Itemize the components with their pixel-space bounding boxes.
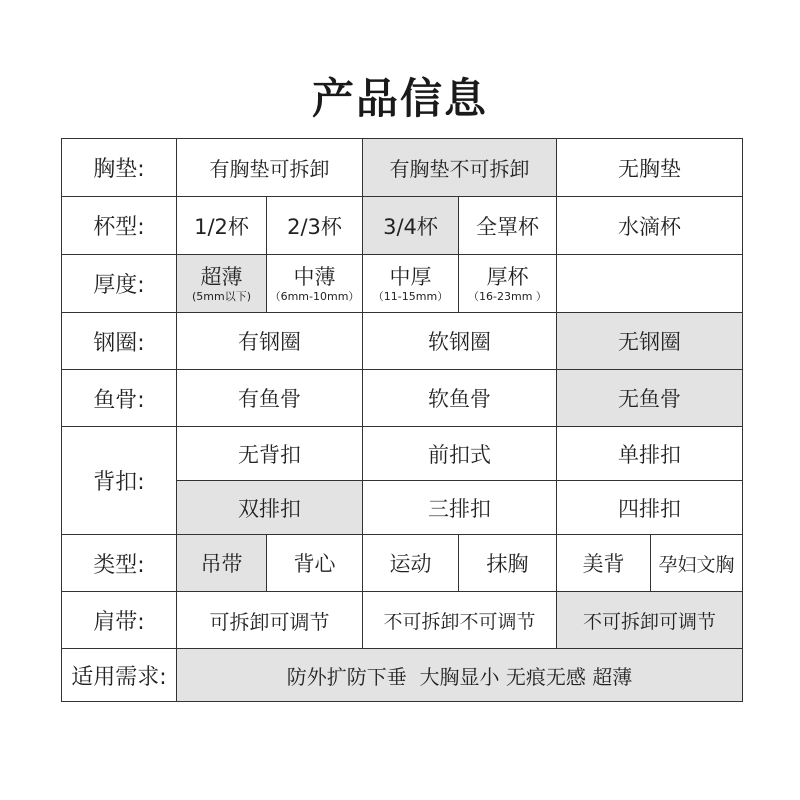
option-cell: 抹胸: [459, 535, 557, 592]
option-cell: 无胸垫: [557, 139, 743, 197]
option-name: 中厚: [389, 264, 432, 289]
row-label: 杯型:: [62, 197, 177, 255]
option-cell-selected: 3/4杯: [363, 197, 459, 255]
option-cell: [267, 255, 363, 313]
option-cell: 有鱼骨: [177, 370, 363, 427]
option-cell: 单排扣: [557, 427, 743, 481]
option-cell: 软钢圈: [363, 313, 557, 370]
row-strap: [62, 592, 743, 649]
option-cell: [459, 255, 557, 313]
product-info-table: [61, 138, 743, 702]
option-cell: 运动: [363, 535, 459, 592]
option-range: （16-23mm ）: [468, 289, 547, 303]
option-cell: 孕妇文胸: [651, 535, 743, 592]
option-cell: 全罩杯: [459, 197, 557, 255]
needs-value: 防外扩防下垂 大胸显小 无痕无感 超薄: [177, 649, 743, 702]
option-name: 超薄: [200, 264, 243, 289]
option-cell: 有胸垫可拆卸: [177, 139, 363, 197]
option-cell: 水滴杯: [557, 197, 743, 255]
row-needs: [62, 649, 743, 702]
option-cell-selected: 双排扣: [177, 481, 363, 535]
option-cell: 四排扣: [557, 481, 743, 535]
option-name: 中薄: [293, 264, 336, 289]
option-cell: 前扣式: [363, 427, 557, 481]
empty-cell: [557, 255, 743, 313]
option-cell: 不可拆卸不可调节: [363, 592, 557, 649]
option-cell: 美背: [557, 535, 651, 592]
option-range: （11-15mm）: [372, 289, 449, 303]
row-label: 鱼骨:: [62, 370, 177, 427]
row-label: 类型:: [62, 535, 177, 592]
row-wire: [62, 313, 743, 370]
option-cell: 背心: [267, 535, 363, 592]
row-bone: [62, 370, 743, 427]
row-label: 肩带:: [62, 592, 177, 649]
row-thickness: [62, 255, 743, 313]
option-cell: 可拆卸可调节: [177, 592, 363, 649]
option-cell-selected: 无鱼骨: [557, 370, 743, 427]
row-label: 胸垫:: [62, 139, 177, 197]
row-pad: [62, 139, 743, 197]
row-label: 适用需求:: [62, 649, 177, 702]
option-cell: 有钢圈: [177, 313, 363, 370]
row-type: [62, 535, 743, 592]
option-range: （6mm-10mm）: [269, 289, 360, 303]
row-clasp-1: [62, 427, 743, 481]
row-label: 钢圈:: [62, 313, 177, 370]
page-title: 产品信息: [311, 74, 488, 123]
row-label: 背扣:: [62, 427, 177, 535]
option-cell: [363, 255, 459, 313]
option-range: (5mm以下): [191, 289, 251, 303]
row-label: 厚度:: [62, 255, 177, 313]
option-cell: 软鱼骨: [363, 370, 557, 427]
option-cell-selected: 不可拆卸可调节: [557, 592, 743, 649]
option-cell-selected: 有胸垫不可拆卸: [363, 139, 557, 197]
option-name: 厚杯: [486, 264, 529, 289]
option-cell-selected: [177, 255, 267, 313]
option-cell: 无背扣: [177, 427, 363, 481]
option-cell: 1/2杯: [177, 197, 267, 255]
row-cup: [62, 197, 743, 255]
option-cell: 2/3杯: [267, 197, 363, 255]
option-cell: 三排扣: [363, 481, 557, 535]
option-cell-selected: 无钢圈: [557, 313, 743, 370]
option-cell-selected: 吊带: [177, 535, 267, 592]
